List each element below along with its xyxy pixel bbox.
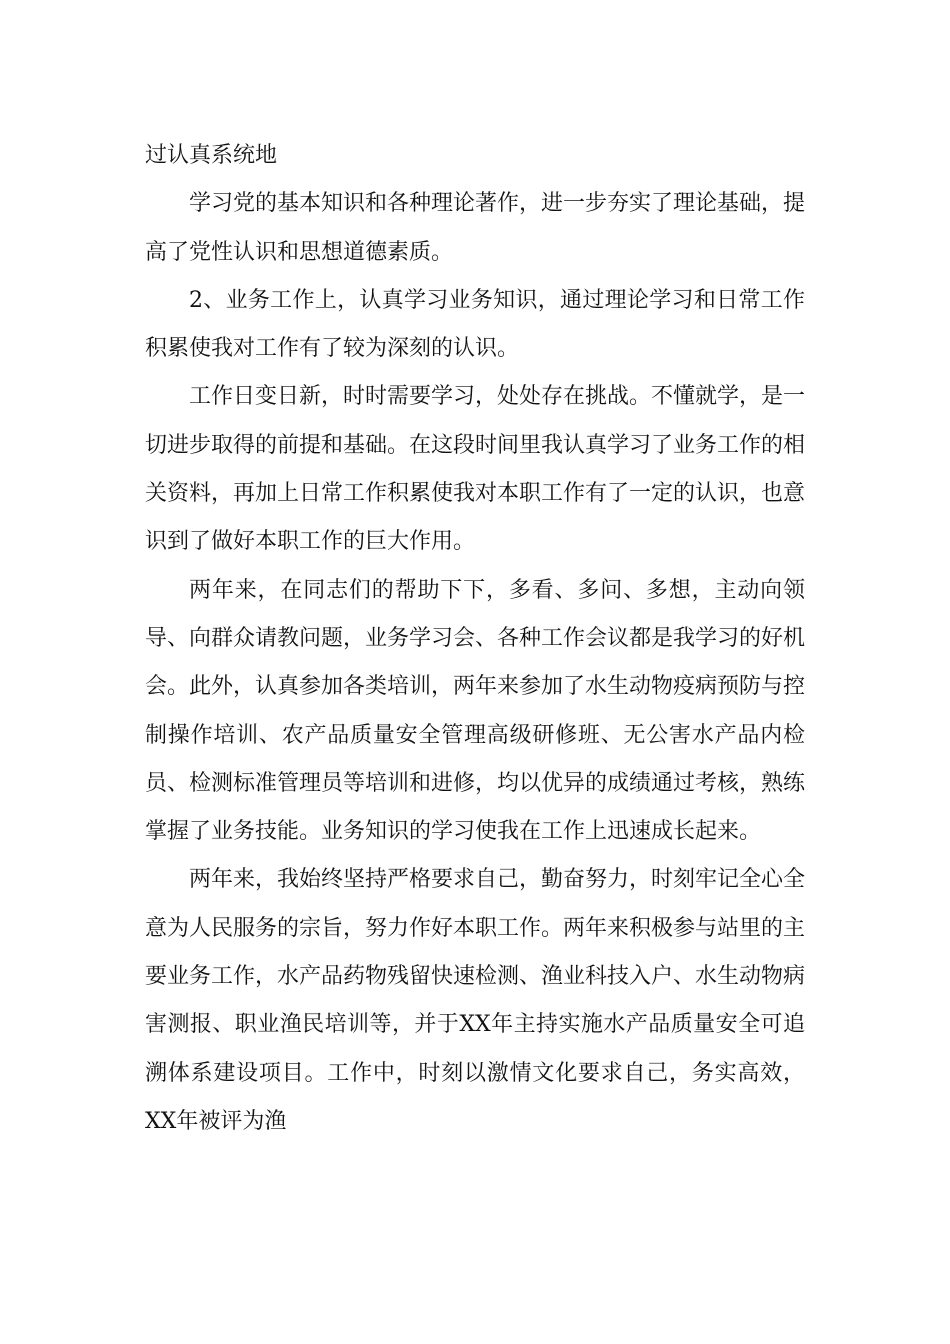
paragraph-daily-learning: 工作日变日新，时时需要学习，处处存在挑战。不懂就学，是一切进步取得的前提和基础。在这段时间里我认真学习了业务工作的相关资料，再加上日常工作积累使我对本职工作有了一定的认识，也意识到了做好本职工作的巨大作用。 [145,384,806,555]
paragraph-continuation: 过认真系统地 [145,143,278,168]
paragraph-training: 两年来，在同志们的帮助下下，多看、多问、多想，主动向领导、向群众请教问题，业务学习会、各种工作会议都是我学习的好机会。此外，认真参加各类培训，两年来参加了水生动物疫病预防与控制操作培训、农产品质量安全管理高级研修班、无公害水产品内检员、检测标准管理员等培训和进修，均以优异的成绩通过考核，熟练掌握了业务技能。业务知识的学习使我在工作上迅速成长起来。 [145,577,806,845]
paragraph-party-study: 学习党的基本知识和各种理论著作，进一步夯实了理论基础，提高了党性认识和思想道德素质。 [145,191,806,265]
paragraph-work-achievements: 两年来，我始终坚持严格要求自己，勤奋努力，时刻牢记全心全意为人民服务的宗旨，努力作好本职工作。两年来积极参与站里的主要业务工作，水产品药物残留快速检测、渔业科技入户、水生动物病害测报、职业渔民培训等，并于XX年主持实施水产品质量安全可追溯体系建设项目。工作中，时刻以激情文化要求自己，务实高效，XX年被评为渔 [145,867,806,1134]
document-body [145,132,805,1146]
paragraph-business-work: 2、业务工作上，认真学习业务知识，通过理论学习和日常工作积累使我对工作有了较为深刻的认识。 [145,287,805,362]
